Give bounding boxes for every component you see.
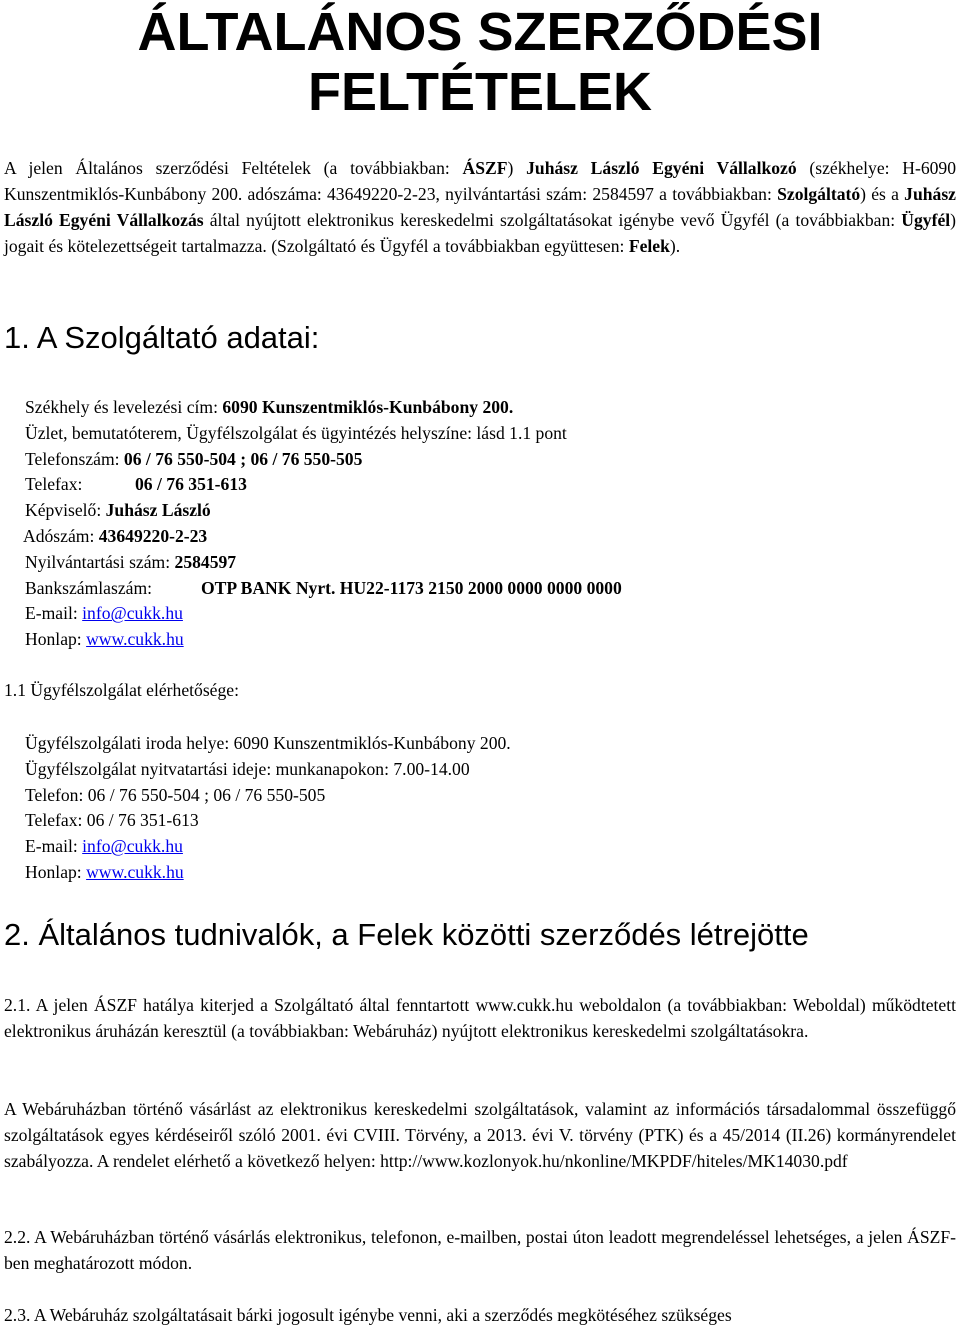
opening-hours-row: Ügyfélszolgálat nyitvatartási ideje: munkanapokon: 7.00-14.00: [25, 758, 470, 779]
fax-row: Telefax: 06 / 76 351-613: [25, 474, 247, 495]
section2-heading: 2. Általános tudnivalók, a Felek közötti szerződés létrejötte: [4, 917, 809, 952]
bank-account-row: Bankszámlaszám: OTP BANK Nyrt. HU22-1173 2150 2000 0000 0000 0000: [25, 577, 622, 598]
email-row: E-mail: info@cukk.hu: [25, 603, 183, 624]
website-row: Honlap: www.cukk.hu: [25, 629, 184, 650]
document-title-line2: FELTÉTELEK: [308, 62, 652, 122]
paragraph-2-1-legal: A Webáruházban történő vásárlást az elektronikus kereskedelmi szolgáltatások, valamint az információs társadalommal összefüggő szolgáltatások egyes kérdéseiről szóló 2001. évi CVIII. Törvény, a 2013. évi V. törvény (PTK) és a 45/2014 (II.26) kormányrendelet szabályozza. A rendelet elérhető a következő helyen: http://www.kozlonyok.hu/nkonline/MKPDF/hiteles/MK14030.pdf: [4, 1099, 956, 1171]
tax-number-row: Adószám: 43649220-2-23: [23, 525, 208, 546]
customer-service-details: [25, 731, 511, 886]
cs-phone-row: Telefon: 06 / 76 550-504 ; 06 / 76 550-505: [25, 784, 326, 805]
phone-row: Telefonszám: 06 / 76 550-504 ; 06 / 76 550-505: [25, 448, 363, 469]
paragraph-2-3: 2.3. A Webáruház szolgáltatásait bárki jogosult igénybe venni, aki a szerződés megkötéséhez szükséges: [4, 1305, 732, 1325]
website-link[interactable]: www.cukk.hu: [86, 629, 184, 650]
cs-fax-row: Telefax: 06 / 76 351-613: [25, 810, 199, 831]
section1-heading: 1. A Szolgáltató adatai:: [4, 320, 320, 355]
paragraph-2-2: 2.2. A Webáruházban történő vásárlás elektronikus, telefonon, e-mailben, postai úton leadott megrendeléssel lehetséges, a jelen ÁSZF-ben meghatározott módon.: [4, 1227, 956, 1273]
cs-website-row: Honlap: www.cukk.hu: [25, 861, 184, 882]
section11-heading: 1.1 Ügyfélszolgálat elérhetősége:: [4, 680, 239, 700]
email-link[interactable]: info@cukk.hu: [82, 603, 183, 624]
intro-paragraph: A jelen Általános szerződési Feltételek (a továbbiakban: ÁSZF) Juhász László Egyéni Vállalkozó (székhelye: H-6090 Kunszentmiklós-Kunbábony 200. adószáma: 43649220-2-23, nyilvántartási szám: 2584597 a továbbiakban: Szolgáltató) és a Juhász László Egyéni Vállalkozás által nyújtott elektronikus kereskedelmi szolgáltatásokat igénybe vevő Ügyfél (a továbbiakban: Ügyfél) jogait és kötelezettségeit tartalmazza. (Szolgáltató és Ügyfél a továbbiakban együttesen: Felek).: [4, 158, 957, 256]
paragraph-2-1: 2.1. A jelen ÁSZF hatálya kiterjed a Szolgáltató által fenntartott www.cukk.hu weboldalon (a továbbiakban: Weboldal) működtetett elektronikus áruházán keresztül (a továbbiakban: Webáruház) nyújtott elektronikus kereskedelmi szolgáltatásokra.: [4, 995, 956, 1041]
document-title: [0, 2, 960, 122]
provider-details: [25, 395, 622, 653]
cs-website-link[interactable]: www.cukk.hu: [86, 861, 184, 882]
representative-row: Képviselő: Juhász László: [25, 500, 211, 521]
cs-email-row: E-mail: info@cukk.hu: [25, 836, 183, 857]
cs-email-link[interactable]: info@cukk.hu: [82, 836, 183, 857]
office-location-row: Ügyfélszolgálati iroda helye: 6090 Kunszentmiklós-Kunbábony 200.: [25, 733, 511, 753]
registry-row: Nyilvántartási szám: 2584597: [25, 551, 237, 572]
document-title-line1: ÁLTALÁNOS SZERZŐDÉSI: [137, 2, 823, 62]
seat-row: Székhely és levelezési cím: 6090 Kunszentmiklós-Kunbábony 200.: [25, 397, 514, 417]
office-row: Üzlet, bemutatóterem, Ügyfélszolgálat és ügyintézés helyszíne: lásd 1.1 pont: [25, 422, 567, 443]
